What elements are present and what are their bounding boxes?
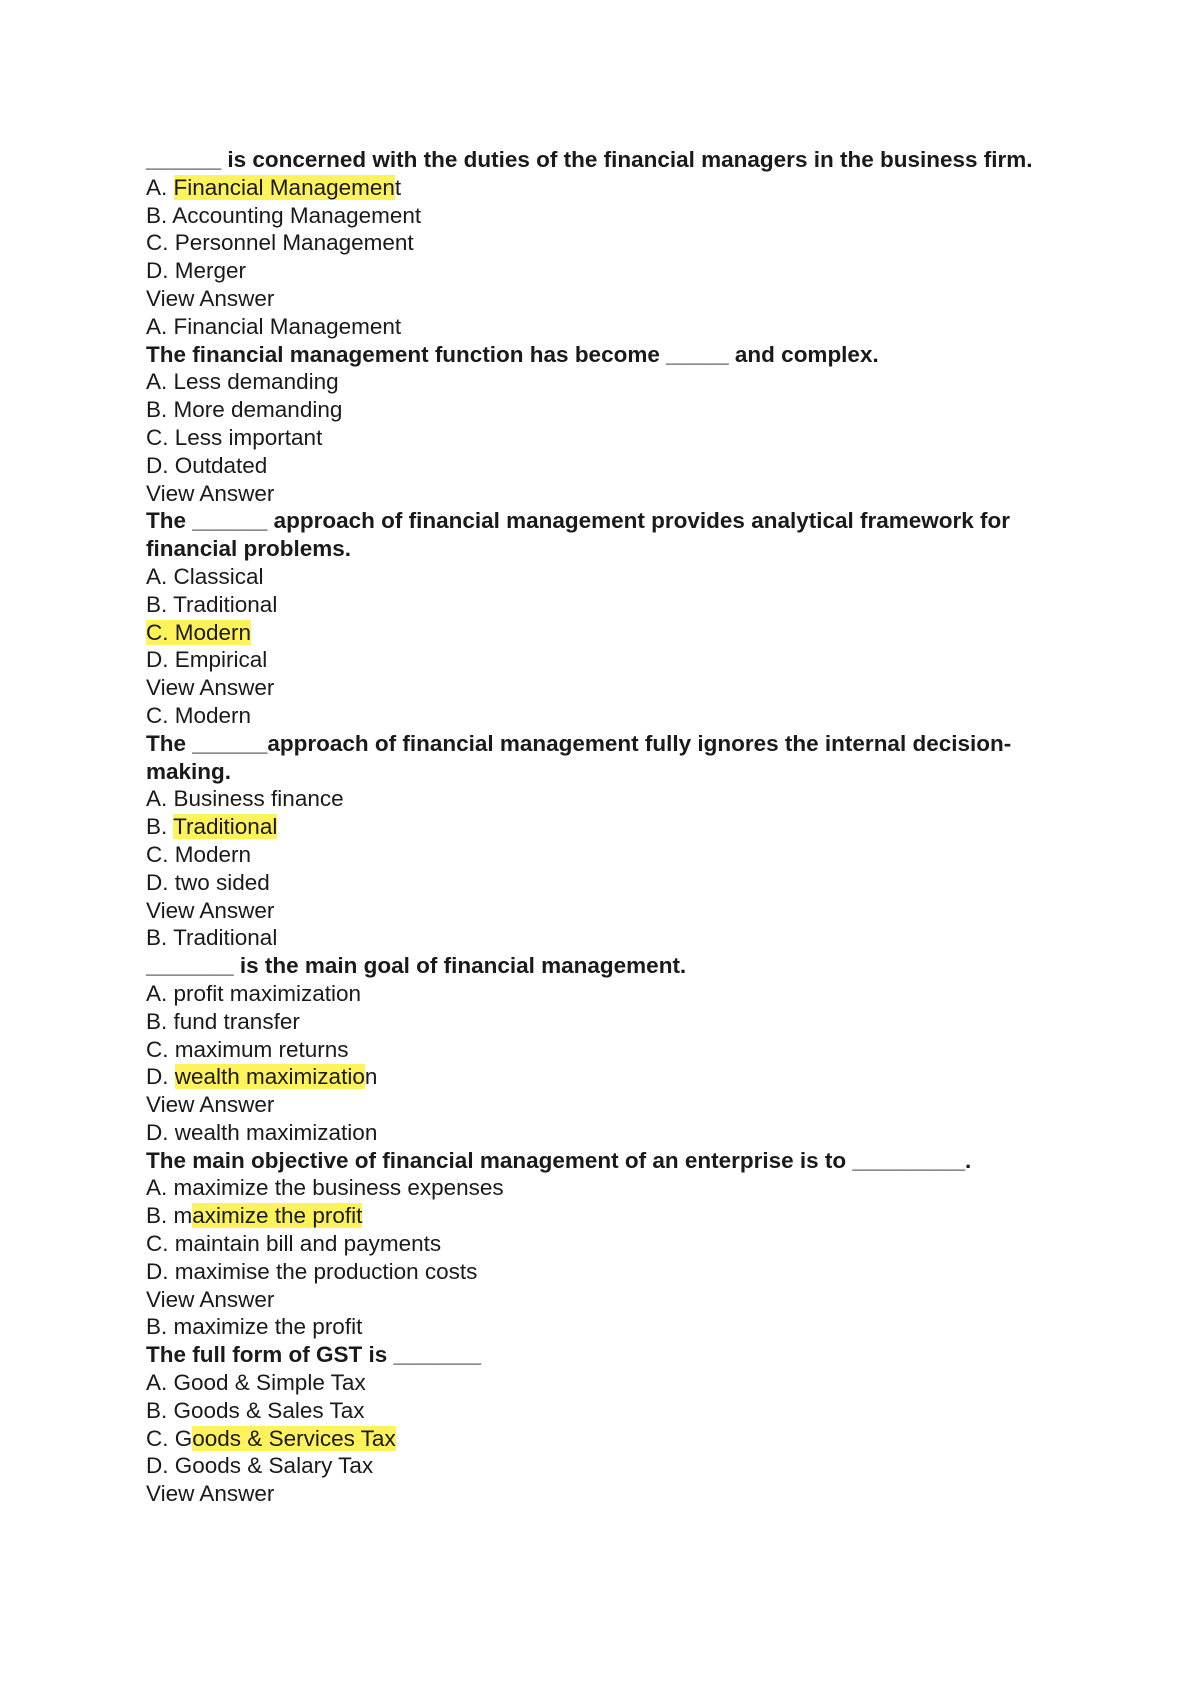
option-d: D. wealth maximization [146,1064,378,1090]
option-c: C. Goods & Services Tax [146,1425,396,1451]
option-c: C. Less important [146,424,323,450]
question-block [146,146,1076,341]
option-b: B. Traditional [146,591,278,617]
view-answer-link[interactable]: View Answer [146,1092,275,1118]
option-c: C. Personnel Management [146,230,414,256]
view-answer-link[interactable]: View Answer [146,1481,275,1507]
answer-text: D. wealth maximization [146,1119,378,1145]
view-answer-link[interactable]: View Answer [146,285,275,311]
option-c: C. Modern [146,841,252,867]
option-d: D. maximise the production costs [146,1258,478,1284]
question-block [146,952,1076,1147]
option-b: B. fund transfer [146,1008,300,1034]
question-block [146,507,1076,729]
option-a: A. Business finance [146,786,344,812]
option-d: D. Goods & Salary Tax [146,1453,374,1479]
option-b: B. Traditional [146,814,278,840]
option-d: D. Merger [146,258,247,284]
option-d: D. Outdated [146,452,268,478]
option-a: A. Classical [146,563,264,589]
quiz-document [146,146,1076,1508]
question-block [146,1341,1076,1508]
answer-text: C. Modern [146,702,252,728]
question-text: The ______approach of financial management fully ignores the internal decision-making. [146,730,1012,784]
option-b: B. More demanding [146,397,343,423]
question-text: The full form of GST is _______ [146,1342,482,1368]
question-block [146,1147,1076,1342]
option-b: B. Goods & Sales Tax [146,1397,365,1423]
question-block [146,730,1076,952]
question-text: _______ is the main goal of financial management. [146,953,687,979]
answer-text: B. maximize the profit [146,1314,363,1340]
answer-text: A. Financial Management [146,313,402,339]
view-answer-link[interactable]: View Answer [146,675,275,701]
option-b: B. Accounting Management [146,202,422,228]
option-a: A. Financial Management [146,174,402,200]
option-b: B. maximize the profit [146,1203,363,1229]
view-answer-link[interactable]: View Answer [146,480,275,506]
question-text: ______ is concerned with the duties of the financial managers in the business firm. [146,147,1033,172]
option-a: A. profit maximization [146,980,362,1006]
option-c: C. Modern [146,619,252,645]
option-c: C. maximum returns [146,1036,349,1062]
option-a: A. Good & Simple Tax [146,1370,366,1396]
answer-text: B. Traditional [146,925,278,951]
option-d: D. two sided [146,869,270,895]
view-answer-link[interactable]: View Answer [146,1286,275,1312]
option-d: D. Empirical [146,647,268,673]
question-text: The financial management function has become _____ and complex. [146,341,879,367]
question-text: The main objective of financial management of an enterprise is to _________. [146,1147,972,1173]
option-a: A. maximize the business expenses [146,1175,504,1201]
question-text: The ______ approach of financial management provides analytical framework for financial problems. [146,508,1017,562]
option-c: C. maintain bill and payments [146,1231,442,1257]
view-answer-link[interactable]: View Answer [146,897,275,923]
question-block [146,341,1076,508]
option-a: A. Less demanding [146,369,339,395]
